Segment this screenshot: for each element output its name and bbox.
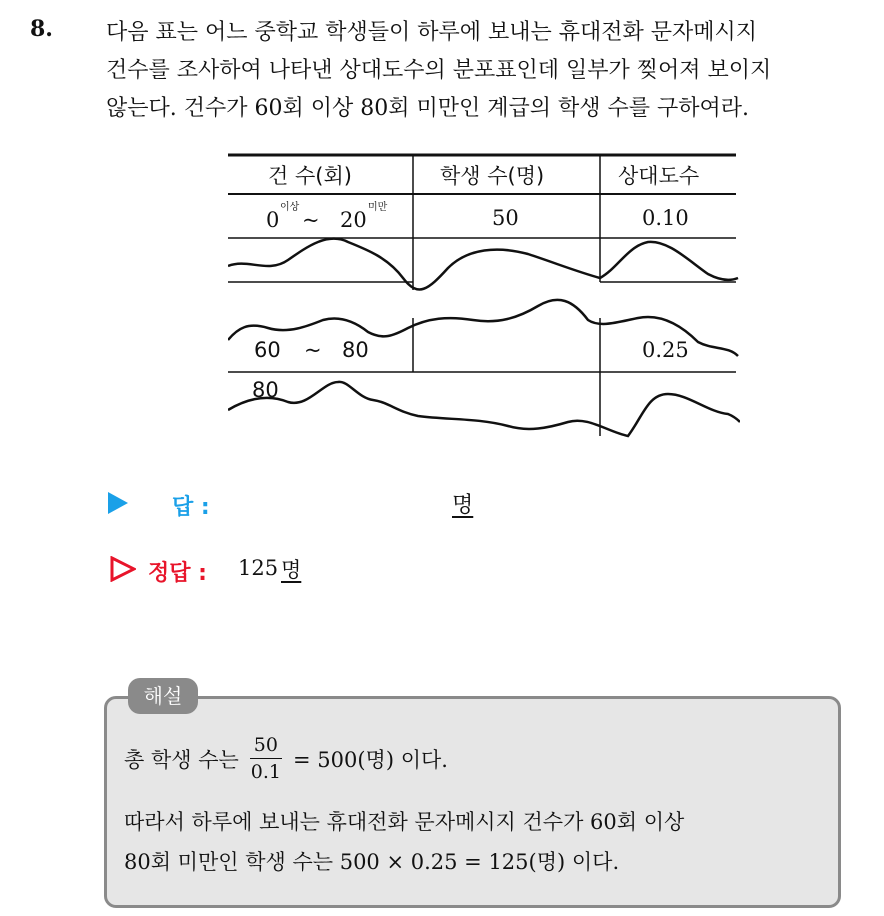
explanation-line-1 xyxy=(124,734,448,783)
explanation-tab: 해설 xyxy=(128,678,198,714)
row3-from: 80 xyxy=(252,378,279,402)
explanation-line-2: 따라서 하루에 보내는 휴대전화 문자메시지 건수가 60회 이상 xyxy=(124,810,685,834)
row1-tilde: ~ xyxy=(302,208,320,232)
explanation-suffix: = 500(명) 이다. xyxy=(293,747,448,772)
table-lines xyxy=(228,150,740,450)
label-above: 이상 xyxy=(280,202,300,213)
row2-from: 60 xyxy=(254,338,281,362)
solution-label: 정답 : xyxy=(148,561,207,586)
header-relative: 상대도수 xyxy=(618,164,700,188)
row2-relative: 0.25 xyxy=(642,338,689,362)
question-text xyxy=(106,14,866,128)
row1-relative: 0.10 xyxy=(642,206,689,230)
explanation-line-3: 80회 미만인 학생 수는 500 × 0.25 = 125(명) 이다. xyxy=(124,850,620,874)
solution-value: 125 xyxy=(238,556,279,580)
explanation-prefix: 총 학생 수는 xyxy=(124,747,239,772)
question-line-3: 않는다. 건수가 60회 이상 80회 미만인 계급의 학생 수를 구하여라. xyxy=(106,96,749,121)
answer-arrow-icon xyxy=(108,492,128,514)
frequency-table xyxy=(228,150,740,450)
fraction-numerator: 50 xyxy=(250,734,282,759)
explanation-box xyxy=(104,696,841,908)
row2-tilde: ~ xyxy=(304,338,322,362)
row2-to: 80 xyxy=(342,338,369,362)
row1-to: 20 xyxy=(340,208,367,232)
header-students: 학생 수(명) xyxy=(440,164,545,188)
fraction xyxy=(247,734,285,783)
answer-unit: 명 xyxy=(452,493,474,518)
row1-students: 50 xyxy=(492,206,519,230)
row1-from: 0 xyxy=(266,208,280,232)
solution-unit: 명 xyxy=(281,558,302,582)
question-line-1: 다음 표는 어느 중학교 학생들이 하루에 보내는 휴대전화 문자메시지 xyxy=(106,20,758,45)
question-number: 8. xyxy=(30,16,53,42)
label-below: 미만 xyxy=(368,202,388,213)
answer-label: 답 : xyxy=(172,495,210,520)
question-line-2: 건수를 조사하여 나타낸 상대도수의 분포표인데 일부가 찢어져 보이지 xyxy=(106,58,772,83)
solution-arrow-icon xyxy=(110,556,136,582)
header-count: 건 수(회) xyxy=(268,164,352,188)
fraction-denominator: 0.1 xyxy=(250,761,281,783)
